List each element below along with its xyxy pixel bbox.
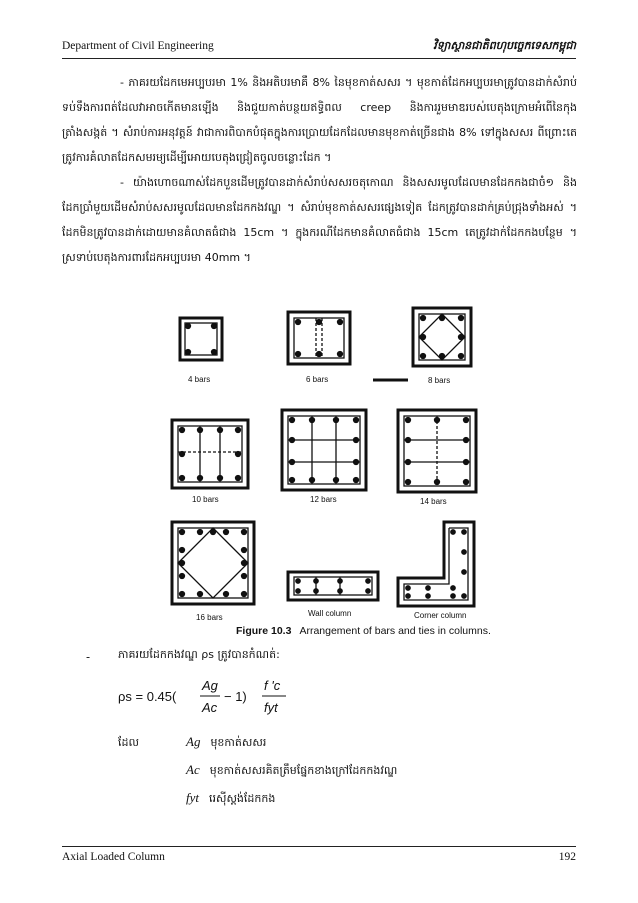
- list-dash: -: [86, 650, 91, 664]
- desc-ag: មុខកាត់សសរ: [210, 736, 267, 749]
- header-department: Department of Civil Engineering: [62, 40, 214, 52]
- formula-den-fyt: fyt: [264, 700, 278, 715]
- formula-num-fc: f 'c: [264, 678, 281, 693]
- spiral-ratio-formula: [118, 672, 418, 720]
- header-institute: វិទ្យាស្ថានជាតិពហុបច្ចេកទេសកម្ពុជា: [433, 39, 576, 52]
- label-16-bars: 16 bars: [196, 613, 223, 622]
- figure-number: Figure 10.3: [236, 625, 292, 637]
- column-4-bars: [180, 318, 222, 360]
- column-14-bars: [398, 410, 476, 492]
- label-10-bars: 10 bars: [192, 495, 219, 504]
- desc-fyt: រេស៊ីស្តង់ដែកកង: [209, 792, 276, 805]
- symbol-fyt: fyt: [186, 790, 199, 805]
- definition-ag: [186, 734, 266, 752]
- figure-bar-arrangement: [158, 290, 491, 642]
- figure-caption-text: Arrangement of bars and ties in columns.: [299, 625, 491, 637]
- paragraph-1: - ភាគរយដែកមេអប្បបរមា 1% និងអតិបរមាគឺ 8% នៃមុខកាត់សសរ ។ មុខកាត់ដែកអប្បបរមាត្រូវបានដាក់សំរាប់ទប់ទឹងការពត់ដែលវាអាចកើតមានឡើង និងជួយកាត់បន្ថយឥទ្ធិពល creep និងការរួមមាឌរបស់បេតុងក្រោមអំពើនៃកុងត្រាំងសង្កត់ ។ សំរាប់ការអនុវត្តន៍ វាជាការពិបាកបំផុតក្នុងការប្រោយដែកដែលមានមុខកាត់ច្រើនជាង 8% ទៅក្នុងសសរ ពីព្រោះតេត្រូវការគំលាតដែកសមរម្យដើម្បីអោយបេតុងជ្រៀតចូលចន្លោះដែក ។: [62, 76, 577, 164]
- column-10-bars: [172, 420, 248, 488]
- formula-lhs: ρs = 0.45(: [118, 689, 177, 704]
- column-12-bars: [282, 410, 366, 490]
- label-wall-column: Wall column: [308, 609, 352, 618]
- label-12-bars: 12 bars: [310, 495, 337, 504]
- label-6-bars: 6 bars: [306, 375, 329, 384]
- header-rule: [62, 58, 576, 59]
- column-16-bars: [172, 522, 254, 604]
- paragraph-2: - យ៉ាងហោចណាស់ដែកបួនដើមត្រូវបានដាក់សំរាប់សសរចតុកោណ និងសសរមូលដែលមានដែកកងជាចំ១ និងដែកប្រាំមួយដើមសំរាប់សសរមូលដែលមានដែកកងវណ្ឌ ។ សំរាប់មុខកាត់សសរផ្សេងទៀត ដែកត្រូវបានដាក់គ្រប់ជ្រុងទាំងអស់ ។ ដែកមិនត្រូវបានដាក់ដោយមានគំលាតធំជាង 15cm ។ ក្នុងករណីដែកមានគំលាតធំជាង 15cm តេត្រូវដាក់ដែកកងបន្ថែម ។ ស្រទាប់បេតុងការពារដែកអប្បបរមា 40mm ។: [62, 176, 577, 264]
- definition-ac: [186, 762, 397, 780]
- figure-caption: [236, 625, 491, 637]
- column-8-bars: [413, 308, 471, 366]
- label-corner-column: Corner column: [414, 611, 467, 620]
- formula-den-ac: Ac: [202, 700, 218, 715]
- page-number: 192: [558, 851, 576, 863]
- formula-mid: − 1): [224, 689, 247, 704]
- desc-ac: មុខកាត់សសរគិតត្រឹមផ្នែកខាងក្រៅដែកកងវណ្ឌ: [209, 764, 398, 777]
- wall-column: [288, 572, 378, 600]
- symbol-ag: Ag: [186, 734, 201, 749]
- footer-rule: [62, 846, 576, 847]
- label-8-bars: 8 bars: [428, 376, 451, 385]
- label-14-bars: 14 bars: [420, 497, 447, 506]
- corner-column: [398, 522, 474, 606]
- spiral-ratio-intro: ភាគរយដែកកងវណ្ឌ ρs ត្រូវបានកំណត់:: [118, 648, 280, 661]
- footer-chapter: Axial Loaded Column: [62, 851, 165, 863]
- body-text: [62, 70, 577, 270]
- definition-fyt: [186, 790, 275, 808]
- symbol-ac: Ac: [186, 762, 200, 777]
- formula-num-ag: Ag: [202, 678, 218, 693]
- label-4-bars: 4 bars: [188, 375, 211, 384]
- where-label: ដែល: [118, 736, 139, 749]
- column-6-bars: [288, 312, 350, 364]
